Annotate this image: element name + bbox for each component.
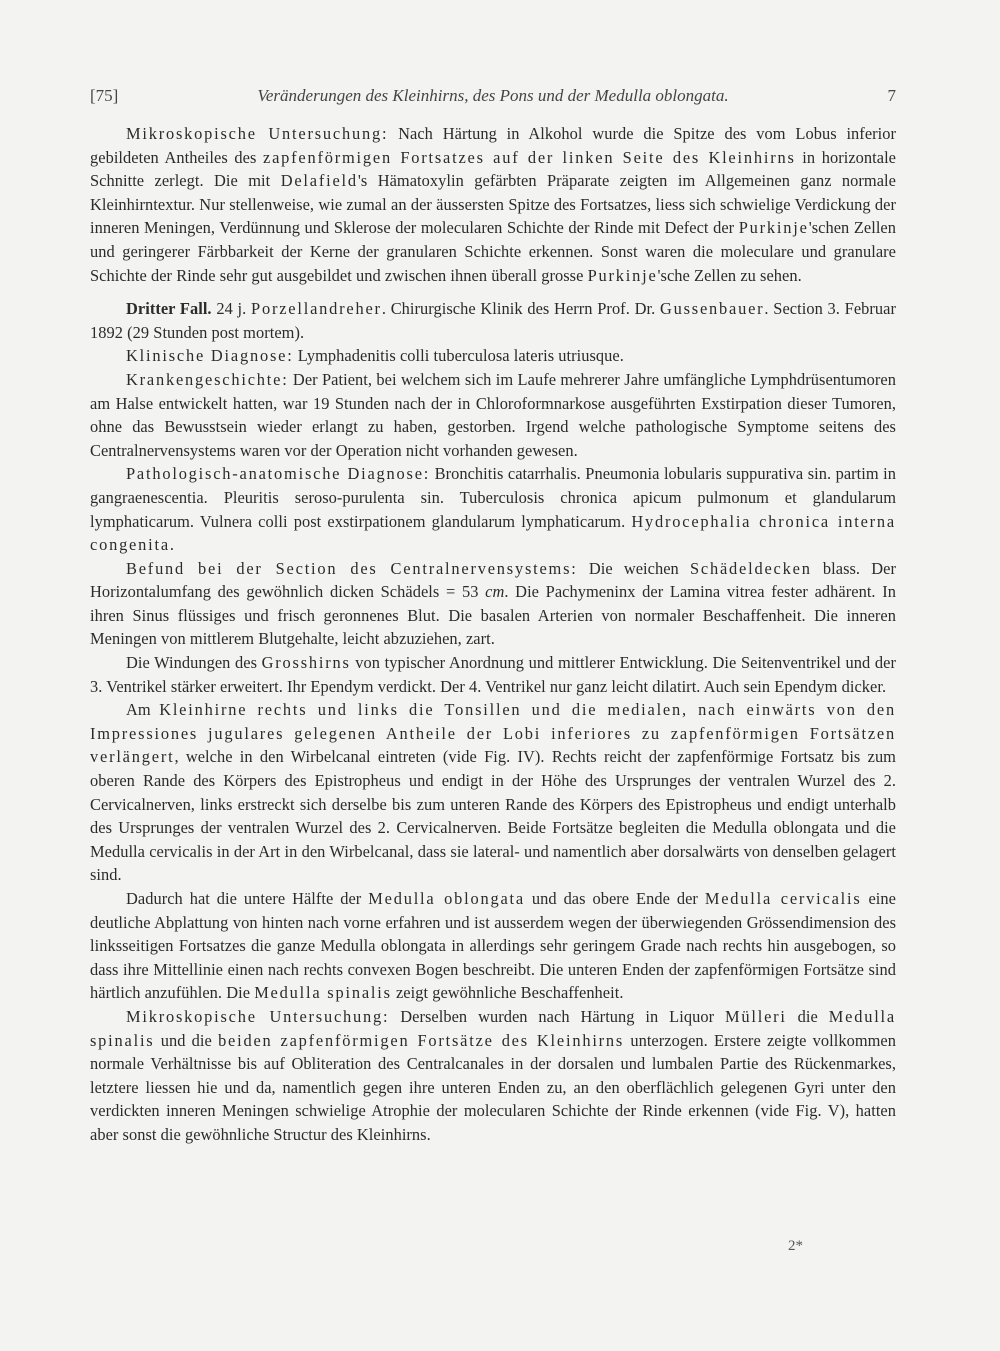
spaced-term: Purkinje xyxy=(738,218,809,238)
text-run: zeigt gewöhnliche Beschaffenheit. xyxy=(391,983,624,1003)
text-run: . Chirurgische Klinik des Herrn Prof. Dr. xyxy=(381,299,660,319)
spaced-term: Pathologisch-anatomische Diagnose: xyxy=(126,464,431,484)
header-page-ref: [75] xyxy=(90,86,119,105)
paragraph xyxy=(90,368,896,462)
text-run: die xyxy=(786,1006,829,1026)
signature-mark: 2* xyxy=(788,1238,803,1254)
spaced-term: Schädeldecken xyxy=(690,558,812,578)
paragraph xyxy=(90,344,896,368)
header-title: Veränderungen des Kleinhirns, des Pons und der Medulla oblongata. xyxy=(257,86,729,105)
text-run: Lymphadenitis colli tuberculosa lateris utriusque. xyxy=(293,346,624,366)
spaced-term: Medulla spinalis xyxy=(90,1006,896,1050)
case-heading: Dritter Fall. xyxy=(126,299,212,319)
text-run: 's Hämatoxylin gefärbten Präparate zeigten im Allgemeinen ganz normale Kleinhirntextur. Nur stellenweise, wie zumal an der äussersten Spitze des Fortsatzes, liess sich schwielige Verdickung der inneren Meningen, Verdünnung und Sklerose der molecularen Schichte der Rinde mit Defect der xyxy=(90,171,896,238)
spaced-term: Mülleri xyxy=(725,1006,787,1026)
text-run: Die weichen xyxy=(577,558,690,578)
spaced-term: Delafield xyxy=(280,171,358,191)
spaced-term: Porzellandreher xyxy=(251,299,382,319)
paragraph xyxy=(90,887,896,1005)
text-run: von typischer Anordnung und mittlerer Entwicklung. Die Seitenventrikel und der 3. Ventrikel stärker erweitert. Ihr Ependym verdickt. Der 4. Ventrikel nur ganz leicht dilatirt. Auch sein Ependym dicker. xyxy=(90,653,896,696)
text-run: . Section 3. Februar 1892 (29 Stunden post mortem). xyxy=(90,299,897,342)
running-header xyxy=(90,86,896,112)
text-run: Der Patient, bei welchem sich im Laufe mehrerer Jahre umfängliche Lymphdrüsentumoren am Halse entwickelt hatten, war 19 Stunden nach der in Chloroformnarkose ausgeführten Exstirpation dieser Tumoren, ohne das Bewusstsein wieder erlangt zu haben, gestorben. Irgend welche pathologische Symptome seitens des Centralnervensystems waren vor der Operation nicht vorhanden gewesen. xyxy=(90,369,896,460)
spaced-term: Medulla spinalis xyxy=(254,983,392,1003)
text-run: . xyxy=(169,535,175,555)
text-run: Derselben wurden nach Härtung in Liquor xyxy=(389,1006,725,1026)
text-run: Die Windungen des xyxy=(126,653,262,673)
text-run: 24 j. xyxy=(211,299,252,319)
paragraph xyxy=(90,122,896,287)
text-run: unterzogen. Erstere zeigte vollkommen normale Verhältnisse bis auf Obliteration des Centralcanales in der dorsalen und lumbalen Partie des Rückenmarkes, letztere liessen hie und da, namentlich gegen ihre unteren Enden zu, an den oberflächlich gelegenen Gyri unter den verdickten inneren Meningen schwielige Atrophie der molecularen Schichte der Rinde erkennen (vide Fig. V), hatten aber sonst die gewöhnliche Structur des Kleinhirns. xyxy=(90,1030,896,1144)
page-number: 7 xyxy=(887,86,896,105)
spaced-term: Medulla cervicalis xyxy=(704,889,862,908)
spaced-term: zapfenförmigen Fortsatzes auf der linken Seite des Kleinhirns xyxy=(263,147,796,167)
text-run: 'schen Zellen und geringerer Färbbarkeit der Kerne der granularen Schichte erkennen. Sonst waren die moleculare und granulare Schichte der Rinde sehr gut ausgebildet und zwischen ihnen überall grosse xyxy=(90,218,896,285)
text-run: Am xyxy=(126,700,160,720)
paragraph xyxy=(90,1005,896,1147)
spaced-term: Purkinje xyxy=(587,265,658,285)
spaced-term: Grosshirns xyxy=(261,653,351,673)
text-run: Nach Härtung in Alkohol wurde die Spitze des vom Lobus inferior gebildeten Antheiles des xyxy=(90,124,897,167)
paragraph xyxy=(90,698,896,887)
paragraph xyxy=(90,651,896,698)
text-run: , welche in den Wirbelcanal eintreten (vide Fig. IV). Rechts reicht der zapfenförmige Fortsatz bis zum oberen Rande des Körpers des Epistropheus und endigt in der Höhe des Ursprunges der ventralen Wurzel des 2. Cervicalnerven, links erstreckt sich derselbe bis zum unteren Rande des Körpers des Epistropheus und endigt unterhalb des Ursprunges der ventralen Wurzel des 2. Cervicalnerven. Beide Fortsätze begleiten die Medulla oblongata und die Medulla cervicalis in der Art in den Wirbelcanal, dass sie lateral- und namentlich aber dorsalwärts von denselben gelagert sind. xyxy=(90,747,896,885)
spaced-term: Mikroskopische Untersuchung: xyxy=(126,1006,390,1026)
spaced-term: Mikroskopische Untersuchung: xyxy=(126,124,389,143)
paragraph xyxy=(90,462,896,556)
spaced-term: Befund bei der Section des Centralnervensystems: xyxy=(126,558,578,578)
spaced-term: Kleinhirne rechts und links die Tonsillen und die medialen, nach einwärts von den Impressiones jugulares gelegenen Antheile der Lobi inferiores zu zapfenförmigen Fortsätzen verlängert xyxy=(90,700,896,767)
spaced-term: beiden zapfenförmigen Fortsätze des Kleinhirns xyxy=(218,1030,625,1050)
spaced-term: Klinische Diagnose: xyxy=(126,346,294,366)
text-run: cm xyxy=(485,582,505,602)
text-run: 'sche Zellen zu sehen. xyxy=(657,265,802,285)
spaced-term: Hydrocephalia chronica interna congenita xyxy=(90,511,896,555)
paragraph xyxy=(90,297,896,344)
spaced-term: Krankengeschichte: xyxy=(126,369,289,389)
text-run: in horizontale Schnitte zerlegt. Die mit xyxy=(90,147,897,191)
paragraph xyxy=(90,557,896,651)
text-run: Dadurch hat die untere Hälfte der xyxy=(126,889,369,908)
text-run: und die xyxy=(154,1030,219,1050)
text-run: eine deutliche Abplattung von hinten nach vorne erfahren und ist ausserdem wegen der überwiegenden Grössendimension des linksseitigen Fortsatzes die ganze Medulla oblongata in allerdings sehr geringem Grade nach rechts hin ausgebogen, so dass ihre Mittellinie einen nach rechts convexen Bogen beschreibt. Die unteren Enden der zapfenförmigen Fortsätze sind härtlich anzufühlen. Die xyxy=(90,889,896,1003)
body-text xyxy=(90,122,896,1147)
spaced-term: Medulla oblongata xyxy=(368,889,525,908)
text-run: . Die Pachymeninx der Lamina vitrea fester adhärent. In ihren Sinus flüssiges und frisch geronnenes Blut. Die basalen Arterien von normaler Beschaffenheit. Die inneren Meningen von mittlerem Blutgehalte, leicht abzuziehen, zart. xyxy=(90,582,897,649)
text-run: und das obere Ende der xyxy=(524,889,705,908)
text-run: blass. Der Horizontalumfang des gewöhnlich dicken Schädels = 53 xyxy=(90,558,896,602)
text-run: Bronchitis catarrhalis. Pneumonia lobularis suppurativa sin. partim in gangraenescentia. Pleuritis seroso-purulenta sin. Tuberculosis chronica apicum pulmonum et glandularum lymphaticarum. Vulnera colli post exstirpationem glandularum lymphaticarum. xyxy=(90,464,896,531)
spaced-term: Gussenbauer xyxy=(659,299,765,319)
